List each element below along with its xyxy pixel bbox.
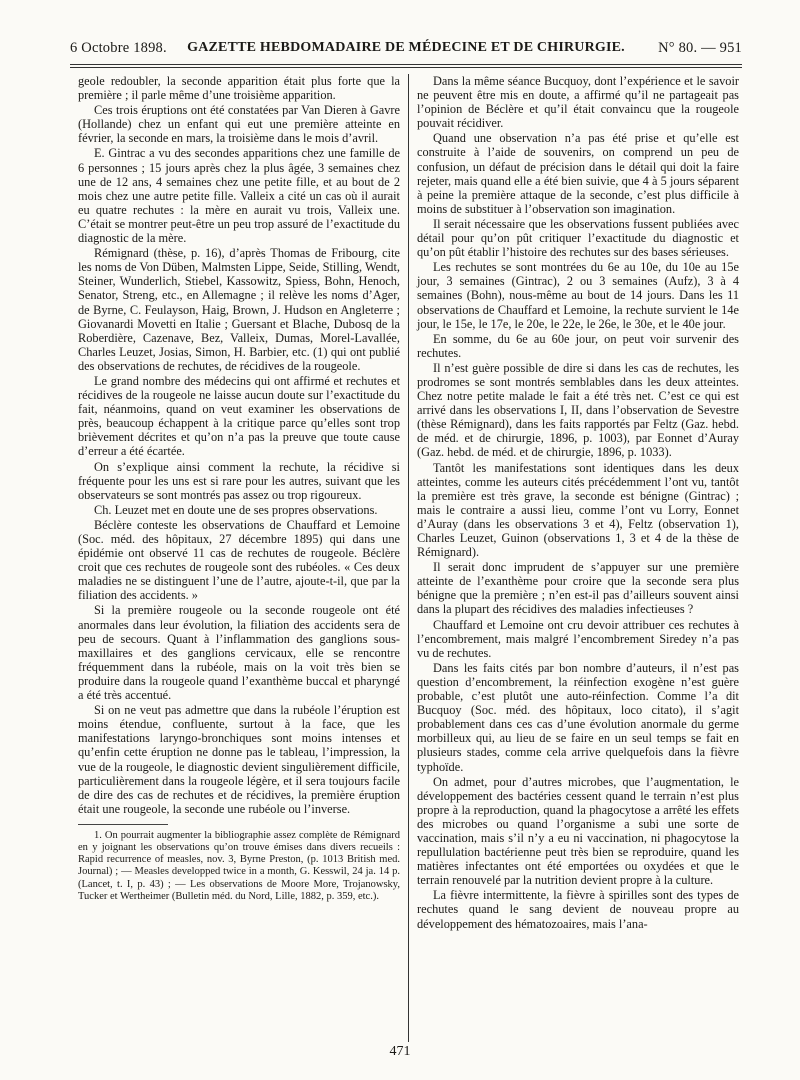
- right-column: [417, 74, 739, 932]
- header-rule-double: [70, 67, 742, 68]
- paragraph: Il serait nécessaire que les observations fussent publiées avec détail pour qu’on pût critiquer l’exactitude du diagnostic et qu’on pût établir l’histoire des rechutes sur des bases sérieuses.: [417, 216, 739, 260]
- paragraph: Si on ne veut pas admettre que dans la rubéole l’éruption est moins étendue, confluente, surtout à la face, que les manifestations laryngo-bronchiques sont moins intenses et qu’enfin cette éruption ne donne pas le tableau, l’impression, la vue de la rougeole, le diagnostic devient singulièrement difficile, particulièrement dans la rougeole légère, et il sera toujours facile de dire des cas de rechutes et de récidives, la première éruption était une rougeole, la seconde une rubéole ou l’inverse.: [78, 703, 400, 816]
- footnote: 1. On pourrait augmenter la bibliographie assez complète de Rémignard en y joignant les observations qu’on trouve émises dans divers recueils : Rapid recurrence of measles, nov. 3, Byrne Preston, (p. 1013 British med. Journal) ; — Measles developped twice in a month, G. Kesswil, 24 ja. 14 p. (Lancet, t. I, p. 43) ; — Les observations de Moore More, Trojanowsky, Tucker et Wertheimer (Bulletin méd. du Nord, Lille, 1882, p. 359, etc.).: [78, 829, 400, 902]
- paragraph: Le grand nombre des médecins qui ont affirmé et rechutes et récidives de la rougeole ne laisse aucun doute sur l’exactitude du fait, néanmoins, quand on veut examiner les observations de près, beaucoup échappent à la critique parce qu’elles sont trop brièvement décrites et qu’on n’a pas la preuve que toute cause d’erreur a été écartée.: [78, 373, 400, 459]
- running-header: [70, 40, 742, 62]
- header-title: GAZETTE HEBDOMADAIRE DE MÉDECINE ET DE CHIRURGIE.: [187, 40, 625, 55]
- footnote-rule: [78, 824, 168, 825]
- header-rule: [70, 64, 742, 65]
- paragraph: Béclère conteste les observations de Chauffard et Lemoine (Soc. méd. des hôpitaux, 27 décembre 1895) qui dans une épidémie ont observé 11 cas de rechutes de rougeole. Béclère croit que ces rechutes de rougeole sont des rubéoles. « Ces deux maladies ne se distinguent l’une de l’autre, ajoute-t-il, que par la filiation des accidents. »: [78, 517, 400, 603]
- paragraph: Chauffard et Lemoine ont cru devoir attribuer ces rechutes à l’encombrement, mais malgré l’encombrement Siredey n’a pas vu de rechutes.: [417, 617, 739, 660]
- paragraph: En somme, du 6e au 60e jour, on peut voir survenir des rechutes.: [417, 331, 739, 360]
- paragraph: Si la première rougeole ou la seconde rougeole ont été anormales dans leur évolution, la filiation des accidents sera de peu de secours. Quant à l’inflammation des ganglions sous-maxillaires et des ganglions cervicaux, elle se rencontre fréquemment dans la rubéole, mais on la voit très bien se produire dans la rougeole quand l’exanthème buccal et pharyngé a été très accentué.: [78, 603, 400, 703]
- paragraph: Dans les faits cités par bon nombre d’auteurs, il n’est pas question d’encombrement, la réinfection exogène n’est guère probable, c’est plutôt une auto-réinfection. Comme l’a dit Bucquoy (Soc. méd. des hôpitaux, loco citato), il s’agit probablement dans ces cas d’une évolution anormale du germe morbilleux qui, au lieu de se faire en un seul temps se fait en plusieurs stades, comme cela arrive quelquefois dans la fièvre typhoïde.: [417, 660, 739, 774]
- paragraph: Ch. Leuzet met en doute une de ses propres observations.: [94, 502, 378, 517]
- paragraph: Dans la même séance Bucquoy, dont l’expérience et le savoir ne peuvent être mis en doute, a affirmé qu’il ne partageait pas l’opinion de Béclère et qu’il était convaincu que la rougeole pouvait récidiver.: [417, 74, 739, 131]
- paragraph: geole redoubler, la seconde apparition était plus forte que la première ; il parle même d’une troisième apparition.: [78, 74, 400, 103]
- paragraph: E. Gintrac a vu des secondes apparitions chez une famille de 6 personnes ; 15 jours après chez la plus âgée, 3 semaines chez une de 12 ans, 4 semaines chez une petite fille, et au bout de 2 mois chez une autre petite fille. Valleix a cité un cas où il aurait eu quatre rechutes : la mère en aurait vu trois, Valleix une. C’était se montrer peut-être un peu trop assuré de l’exactitude du diagnostic de la mère.: [78, 146, 400, 246]
- paragraph: Ces trois éruptions ont été constatées par Van Dieren à Gavre (Hollande) chez un enfant qui eut une première atteinte en février, la seconde en mars, la troisième dans le mois d’avril.: [78, 103, 400, 146]
- paragraph: Il n’est guère possible de dire si dans les cas de rechutes, les prodromes se sont montrés semblables dans les deux atteintes. Chez notre petite malade le fait a été très net. C’est ce qui est arrivé dans les observations I, II, dans l’observation de Sevestre (thèse Rémignard), dans les faits rapportés par Feltz (Gaz. hebd. de méd. et de chirurgie, 1896, p. 1003), par Eonnet d’Auray (Gaz. hebd. de méd. et de chirurgie, 1896, p. 1033).: [417, 360, 739, 460]
- paragraph: Quand une observation n’a pas été prise et qu’elle est construite à l’aide de souvenirs, on comprend un peu de confusion, un défaut de précision dans le détail qui doit la faire rejeter, mais quand elle a été bien suivie, que 4 à 5 jours séparent à peine la première attaque de la seconde, c’est plus difficile à moins de substituer à l’observation son imagination.: [417, 131, 739, 216]
- left-column: [78, 74, 400, 904]
- paragraph: Tantôt les manifestations sont identiques dans les deux atteintes, comme les auteurs cités précédemment l’ont vu, tantôt la première est très grave, la seconde est bénigne (Gintrac) ; mais le contraire a aussi lieu, comme l’ont vu Lorry, Eonnet d’Auray (dans les observations 3 et 4), Feltz (observation 1), Charles Leuzet, Guinon (observations 1, 3 et 4 de la thèse de Rémignard).: [417, 460, 739, 560]
- paragraph: La fièvre intermittente, la fièvre à spirilles sont des types de rechutes quand le sang devient de nouveau propre au développement des hématozoaires, mais l’ana-: [417, 888, 739, 931]
- paragraph: On s’explique ainsi comment la rechute, la récidive si fréquente pour les uns est si rare pour les autres, suivant que les observateurs se sont montrés pas assez ou trop rigoureux.: [78, 459, 400, 502]
- paragraph: Il serait donc imprudent de s’appuyer sur une première atteinte de l’exanthème pour croire que la seconde sera plus bénigne que la première ; n’en est-il pas d’ailleurs souvent ainsi dans la plupart des récidives des maladies infectieuses ?: [417, 560, 739, 617]
- header-date: 6 Octobre 1898.: [70, 40, 167, 56]
- paragraph: Rémignard (thèse, p. 16), d’après Thomas de Fribourg, cite les noms de Von Düben, Malmsten Lippe, Seide, Stilling, Wendt, Steiner, Wunderlich, Stiebel, Kassowitz, Spiess, Bohn, Henoch, Senator, Streng, etc., en Allemagne ; il relève les noms d’Ager, de Byrne, C. Feulayson, Haig, Brown, J. Hudson en Angleterre ; Giovanardi Movetti en Italie ; Guersant et Blache, Dubosq de la Roberdière, Cazenave, Bez, Valleix, Dumas, Morel-Lavallée, Charles Leuzet, Josias, Simon, H. Barbier, etc. (1) qui ont publié des observations de rechutes, de récidives de la rougeole.: [78, 246, 400, 373]
- paragraph: On admet, pour d’autres microbes, que l’augmentation, le développement des bactéries cessent quand le terrain n’est plus propre à la reproduction, quand la phagocytose a arrêté les effets des microbes ou quand l’organisme a subi une sorte de vaccination, mais s’il n’y a eu ni vaccination, ni phagocytose la repullulation bactérienne peut très bien se reproduire, quand les matières infectantes ont été emportées ou oxydées et que le terrain renouvelé par la nutrition devient propre à la culture.: [417, 774, 739, 888]
- paragraph: Les rechutes se sont montrées du 6e au 10e, du 10e au 15e jour, 3 semaines (Gintrac), 2 ou 3 semaines (Aufz), 3 à 4 semaines (Bohn), nous-même au bout de 14 jours. Dans les 11 observations de Chauffard et Lemoine, la rechute survient le 14e jour, le 15e, le 17e, le 20e, le 22e, le 26e, le 30e, et le 40e jour.: [417, 260, 739, 331]
- header-issue-number: N° 80. — 951: [658, 40, 742, 56]
- page-number: 471: [389, 1044, 411, 1059]
- column-separator: [408, 74, 409, 1042]
